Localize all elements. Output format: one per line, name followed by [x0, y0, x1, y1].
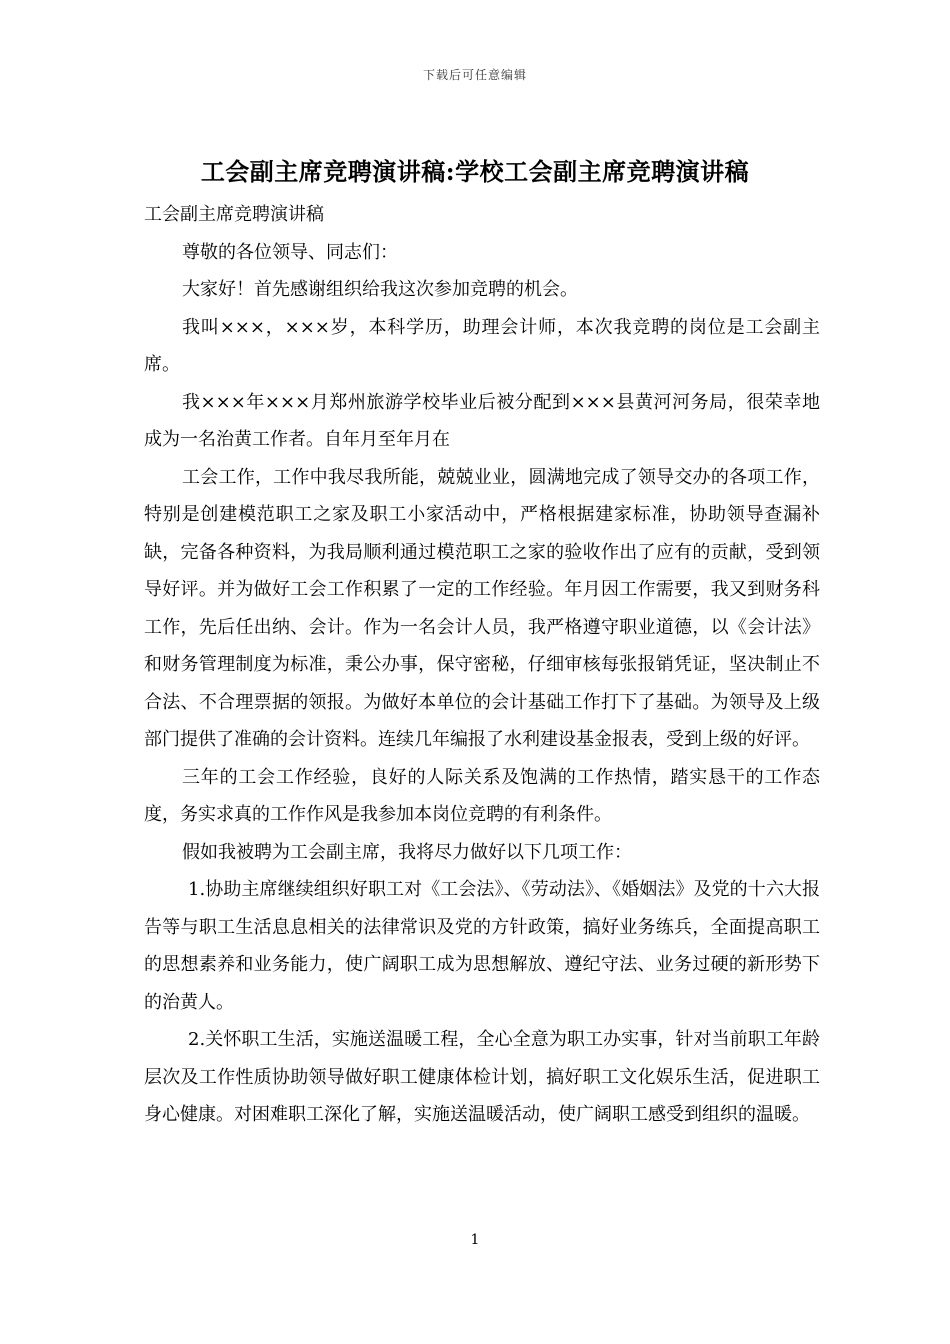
paragraph: 三年的工会工作经验，良好的人际关系及饱满的工作热情，踏实恳干的工作态度，务实求真的工作作风是我参加本岗位竞聘的有利条件。	[144, 766, 820, 825]
paragraph: 工会工作，工作中我尽我所能，兢兢业业，圆满地完成了领导交办的各项工作，特别是创建模范职工之家及职工小家活动中，严格根据建家标准，协助领导查漏补缺，完备各种资料，为我局顺利通过模范职工之家的验收作出了应有的贡献，受到领导好评。并为做好工会工作积累了一定的工作经验。年月因工作需要，我又到财务科工作，先后任出纳、会计。作为一名会计人员，我严格遵守职业道德，以《会计法》和财务管理制度为标准，秉公办事，保守密秘，仔细审核每张报销凭证，坚决制止不合法、不合理票据的领报。为做好本单位的会计基础工作打下了基础。为领导及上级部门提供了准确的会计资料。连续几年编报了水利建设基金报表，受到上级的好评。	[144, 466, 820, 750]
paragraph: 假如我被聘为工会副主席，我将尽力做好以下几项工作：	[182, 841, 632, 863]
list-item: 1.协助主席继续组织好职工对《工会法》、《劳动法》、《婚姻法》及党的十六大报告等与职工生活息息相关的法律常识及党的方针政策，搞好业务练兵，全面提高职工的思想素养和业务能力，使广阔职工成为思想解放、遵纪守法、业务过硬的新形势下的治黄人。	[144, 879, 820, 1013]
page-header: 下载后可任意编辑	[422, 68, 527, 82]
paragraph: 我叫×××，×××岁，本科学历，助理会计师，本次我竞聘的岗位是工会副主席。	[144, 316, 820, 375]
page-number: 1	[470, 1232, 480, 1248]
paragraph: 大家好！首先感谢组织给我这次参加竞聘的机会。	[182, 279, 578, 300]
paragraph-subtitle: 工会副主席竞聘演讲稿	[144, 204, 324, 225]
document-body	[144, 196, 820, 1134]
list-item: 2.关怀职工生活，实施送温暖工程，全心全意为职工办实事，针对当前职工年龄层次及工作性质协助领导做好职工健康体检计划，搞好职工文化娱乐生活，促进职工身心健康。对困难职工深化了解，实施送温暖活动，使广阔职工感受到组织的温暖。	[144, 1029, 820, 1125]
paragraph-greeting: 尊敬的各位领导、同志们：	[182, 241, 398, 263]
paragraph: 我×××年×××月郑州旅游学校毕业后被分配到×××县黄河河务局，很荣幸地成为一名治黄工作者。自年月至年月在	[144, 391, 820, 450]
document-title: 工会副主席竞聘演讲稿:学校工会副主席竞聘演讲稿	[200, 157, 750, 186]
